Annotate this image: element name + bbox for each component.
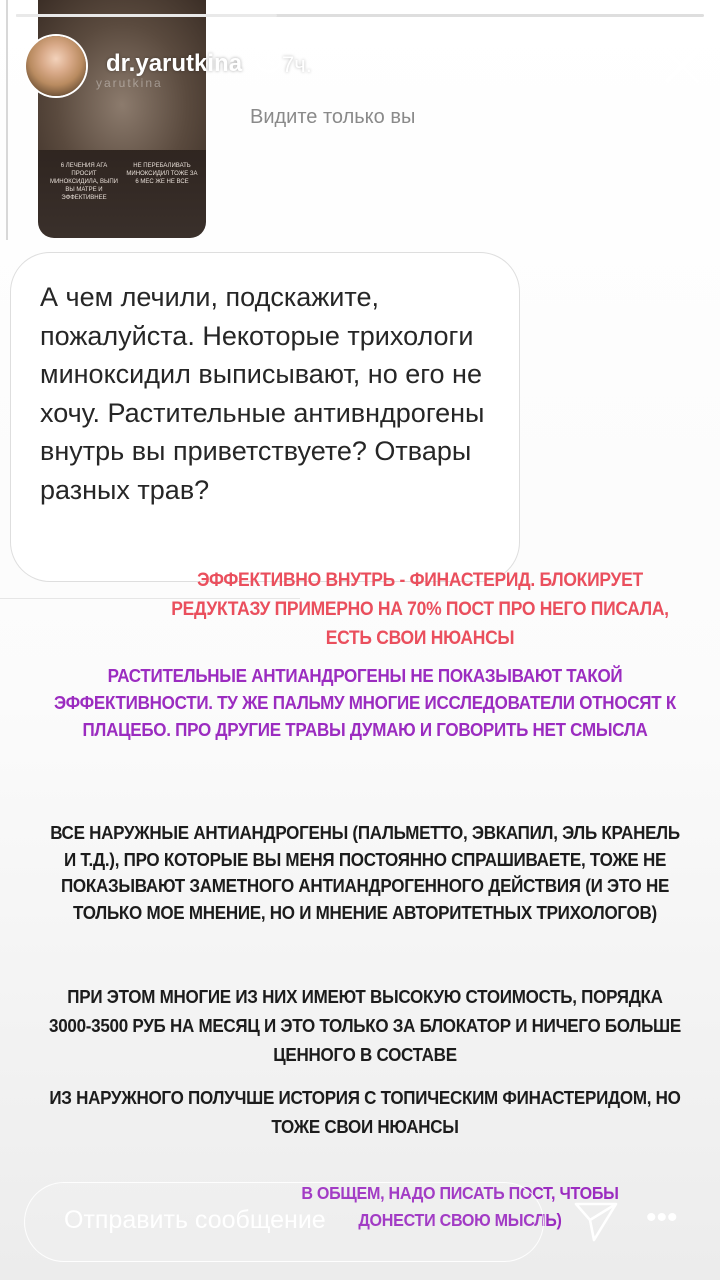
answer-black-block-2: ПРИ ЭТОМ МНОГИЕ ИЗ НИХ ИМЕЮТ ВЫСОКУЮ СТОИМОСТЬ, ПОРЯДКА 3000-3500 РУБ НА МЕСЯЦ И ЭТО ТОЛЬКО ЗА БЛОКАТОР И НИЧЕГО БОЛЬШЕ ЦЕННОГО В СОСТАВЕ (49, 986, 681, 1065)
rewind-clock-icon (250, 42, 286, 78)
answer-purple-block-2: В ОБЩЕМ, НАДО ПИСАТЬ ПОСТ, ЧТОБЫ ДОНЕСТИ СВОЮ МЫСЛЬ) (301, 1183, 619, 1230)
close-icon[interactable] (660, 44, 704, 88)
image-caption-left: 6 ЛЕЧЕНИЯ АГА ПРОСИТ МИНОКСИДИЛА, ВЫПИ ВЫ МАТРЕ И ЭФФЕКТИВНЕЕ (50, 163, 118, 201)
story-progress-fill (16, 14, 277, 17)
paper-plane-icon[interactable] (572, 1196, 620, 1244)
answer-purple-block: РАСТИТЕЛЬНЫЕ АНТИАНДРОГЕНЫ НЕ ПОКАЗЫВАЮТ ТАКОЙ ЭФФЕКТИВНОСТИ. ТУ ЖЕ ПАЛЬМУ МНОГИЕ ИССЛЕДОВАТЕЛИ ОТНОСЯТ К ПЛАЦЕБО. ПРО ДРУГИЕ ТРАВЫ ДУМАЮ И ГОВОРИТЬ НЕТ СМЫСЛА (54, 665, 676, 740)
answer-red-block: ЭФФЕКТИВНО ВНУТРЬ - ФИНАСТЕРИД. БЛОКИРУЕТ РЕДУКТАЗУ ПРИМЕРНО НА 70% ПОСТ ПРО НЕГО ПИСАЛА, ЕСТЬ СВОИ НЮАНСЫ (171, 570, 669, 649)
answer-black-block-1: ВСЕ НАРУЖНЫЕ АНТИАНДРОГЕНЫ (ПАЛЬМЕТТО, ЭВКАПИЛ, ЭЛЬ КРАНЕЛЬ И Т.Д.), ПРО КОТОРЫЕ ВЫ МЕНЯ ПОСТОЯННО СПРАШИВАЕТЕ, ТОЖЕ НЕ ПОКАЗЫВАЮТ ЗАМЕТНОГО АНТИАНДРОГЕННОГО ДЕЙСТВИЯ (И ЭТО НЕ ТОЛЬКО МОЕ МНЕНИЕ, НО И МНЕНИЕ АВТОРИТЕТНЫХ ТРИХОЛОГОВ) (50, 822, 680, 923)
question-text: А чем лечили, подскажите, пожалуйста. Некоторые трихологи миноксидил выписывают, но его не хочу. Растительные антивндрогены внутрь вы приветствуете? Отвары разных трав? (40, 282, 485, 505)
reply-placeholder[interactable]: Отправить сообщение (64, 1206, 326, 1234)
more-dots-icon[interactable]: ••• (646, 1201, 678, 1234)
visibility-note: Видите только вы (250, 106, 416, 128)
story-time: 7ч. (282, 52, 312, 77)
left-border (6, 0, 8, 240)
username[interactable]: dr.yarutkina (106, 50, 243, 77)
image-caption-right: НЕ ПЕРЕБАЛИВАТЬ МИНОКСИДИЛ ТОЖЕ ЗА 6 МЕС ЖЕ НЕ ВСЕ (126, 163, 198, 185)
shared-image (38, 0, 206, 238)
avatar[interactable] (26, 36, 86, 96)
answer-black-block-3: ИЗ НАРУЖНОГО ПОЛУЧШЕ ИСТОРИЯ С ТОПИЧЕСКИМ ФИНАСТЕРИДОМ, НО ТОЖЕ СВОИ НЮАНСЫ (49, 1087, 681, 1137)
image-watermark: yarutkina (96, 76, 163, 90)
story-progress-bar (16, 14, 704, 17)
